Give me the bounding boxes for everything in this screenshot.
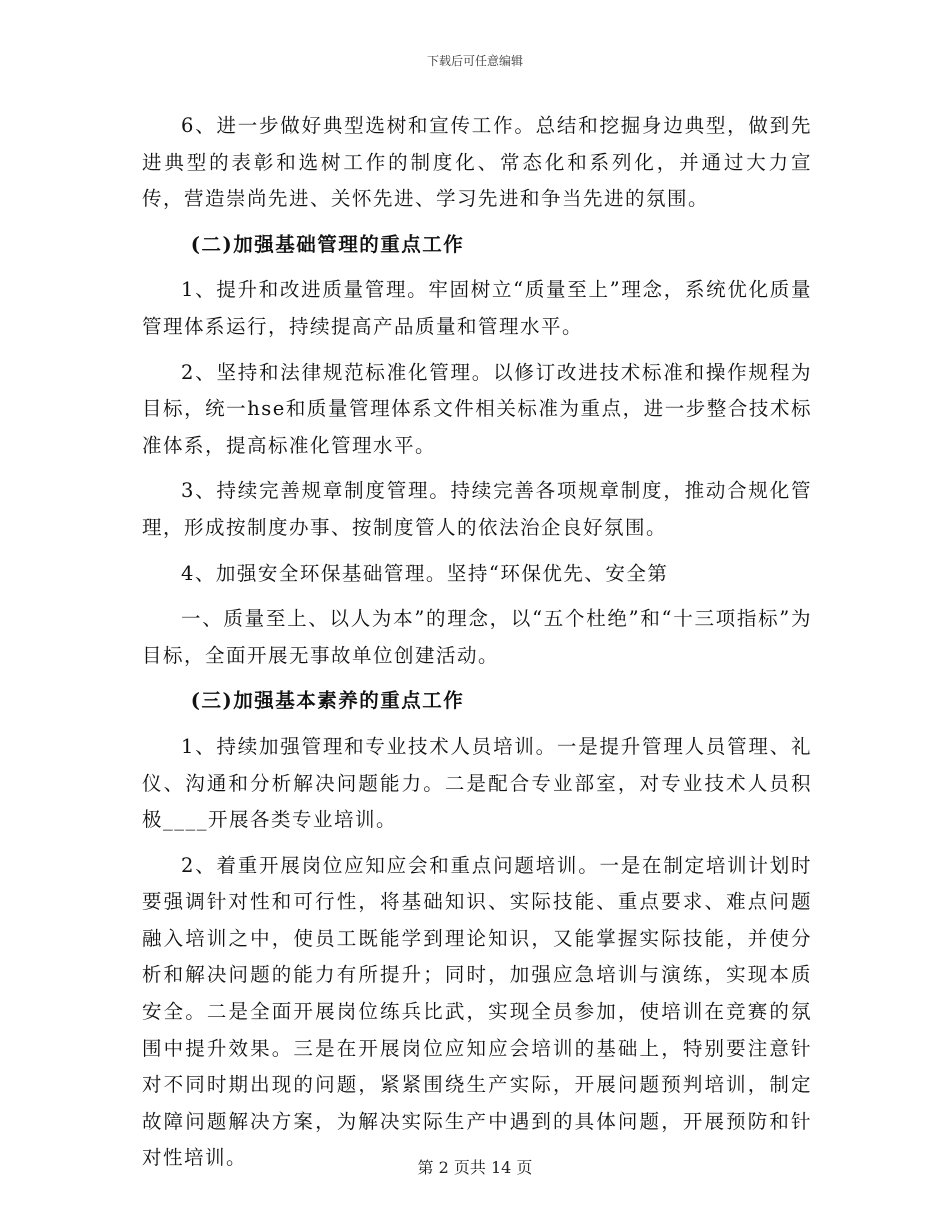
document-body xyxy=(142,108,812,1186)
paragraph-standardization: 2、坚持和法律规范标准化管理。以修订改进技术标准和操作规程为目标，统一hse和质量管理体系文件相关标准为重点，进一步整合技术标准体系，提高标准化管理水平。 xyxy=(142,360,812,457)
paragraph-safety-environment: 4、加强安全环保基础管理。坚持“环保优先、安全第 xyxy=(181,561,669,585)
paragraph-post-training: 2、着重开展岗位应知应会和重点问题培训。一是在制定培训计划时要强调针对性和可行性，将基础知识、实际技能、重点要求、难点问题融入培训之中，使员工既能学到理论知识，又能掌握实际技能，并使分析和解决问题的能力有所提升；同时，加强应急培训与演练，实现本质安全。二是全面开展岗位练兵比武，实现全员参加，使培训在竞赛的氛围中提升效果。三是在开展岗位应知应会培训的基础上，特别要注意针对不同时期出现的问题，紧紧围绕生产实际，开展问题预判培训，制定故障问题解决方案，为解决实际生产中遇到的具体问题，开展预防和针对性培训。 xyxy=(142,853,812,1170)
page-header: 下载后可任意编辑 xyxy=(426,54,523,68)
page-number: 第 2 页共 14 页 xyxy=(417,1158,533,1177)
section-heading-basic-management: (二)加强基础管理的重点工作 xyxy=(190,232,465,256)
paragraph-quality-management: 1、提升和改进质量管理。牢固树立“质量至上”理念，系统优化质量管理体系运行，持续提高产品质量和管理水平。 xyxy=(142,278,812,338)
paragraph-typical-selection: 6、进一步做好典型选树和宣传工作。总结和挖掘身边典型，做到先进典型的表彰和选树工作的制度化、常态化和系列化，并通过大力宣传，营造崇尚先进、关怀先进、学习先进和争当先进的氛围。 xyxy=(142,114,812,211)
paragraph-regulations: 3、持续完善规章制度管理。持续完善各项规章制度，推动合规化管理，形成按制度办事、按制度管人的依法治企良好氛围。 xyxy=(142,479,812,539)
section-heading-basic-literacy: (三)加强基本素养的重点工作 xyxy=(190,689,465,713)
paragraph-quality-first: 一、质量至上、以人为本”的理念，以“五个杜绝”和“十三项指标”为目标，全面开展无事故单位创建活动。 xyxy=(142,607,812,667)
paragraph-staff-training: 1、持续加强管理和专业技术人员培训。一是提升管理人员管理、礼仪、沟通和分析解决问题能力。二是配合专业部室，对专业技术人员积极____开展各类专业培训。 xyxy=(142,734,812,832)
